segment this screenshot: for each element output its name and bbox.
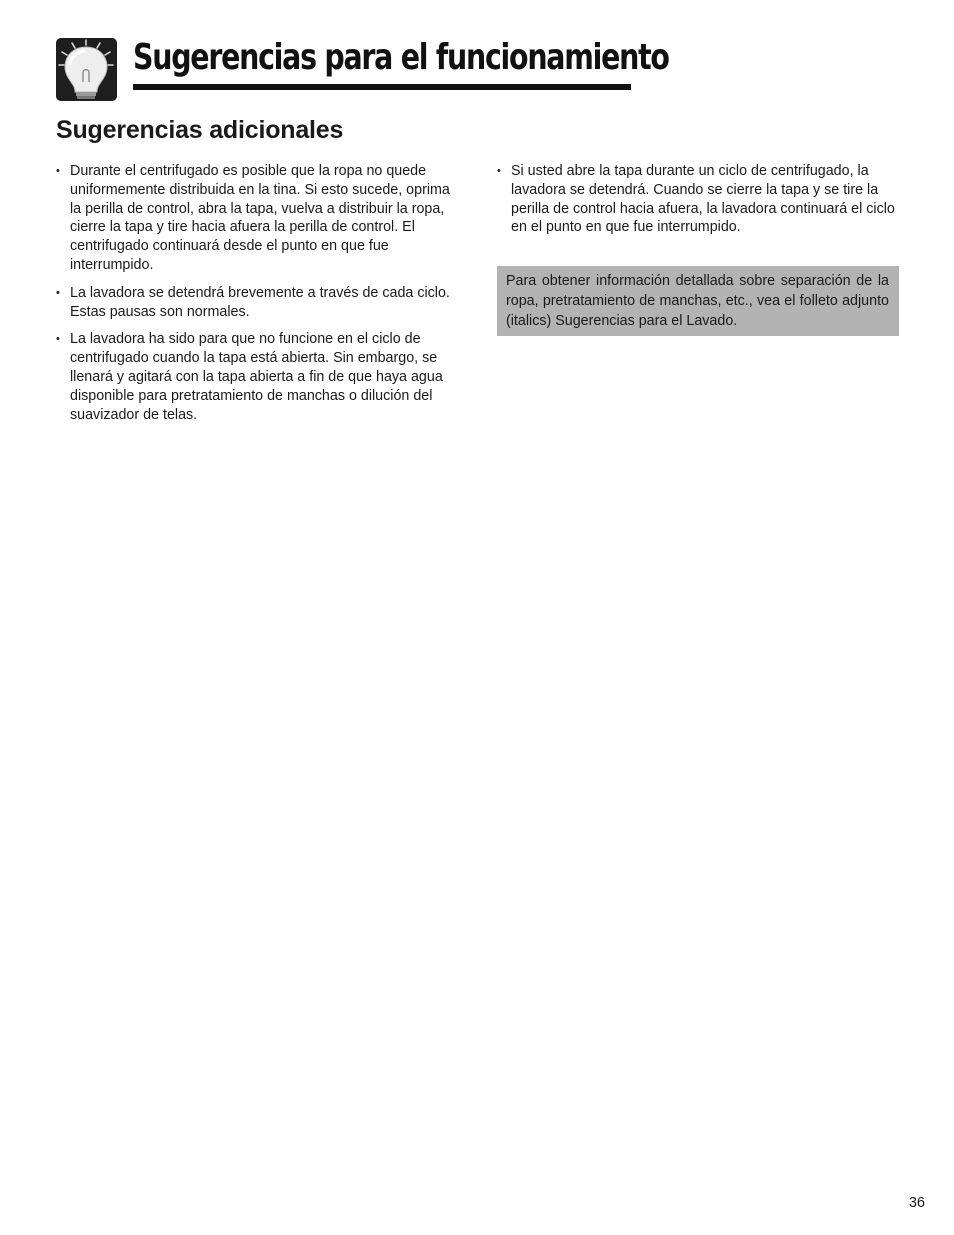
right-column [497, 162, 899, 246]
section-heading: Sugerencias adicionales [56, 116, 344, 144]
right-bullet-list [497, 162, 899, 237]
title-underline [133, 84, 631, 90]
left-column [56, 162, 460, 433]
page-number: 36 [908, 1195, 925, 1211]
list-item: • La lavadora se detendrá brevemente a través de cada ciclo. Estas pausas son normales. [56, 284, 460, 322]
list-item: • La lavadora ha sido para que no funcione en el ciclo de centrifugado cuando la tapa está abierta. Sin embargo, se llenará y agitará con la tapa abierta a fin de que haya agua disponible para pretratamiento de manchas o dilución del suavizador de telas. [56, 330, 460, 424]
page-title: Sugerencias para el funcionamiento [133, 37, 669, 78]
list-item: • Durante el centrifugado es posible que la ropa no quede uniformemente distribuida en la tina. Si esto sucede, oprima la perilla de control, abra la tapa, vuelva a distribuir la ropa, cierre la tapa y tire hacia afuera la perilla de control. El centrifugado continuará desde el punto en que fue interrumpido. [56, 162, 460, 275]
left-bullet-list [56, 162, 460, 424]
lightbulb-icon [56, 38, 117, 101]
page-header [56, 37, 669, 102]
list-item: • Si usted abre la tapa durante un ciclo de centrifugado, la lavadora se detendrá. Cuando se cierre la tapa y se tire la perilla de control hacia afuera, la lavadora continuará el ciclo en el punto en que fue interrumpido. [497, 162, 899, 237]
info-note-box: Para obtener información detallada sobre separación de la ropa, pretratamiento de manchas, etc., vea el folleto adjunto (italics) Sugerencias para el Lavado. [497, 266, 899, 336]
